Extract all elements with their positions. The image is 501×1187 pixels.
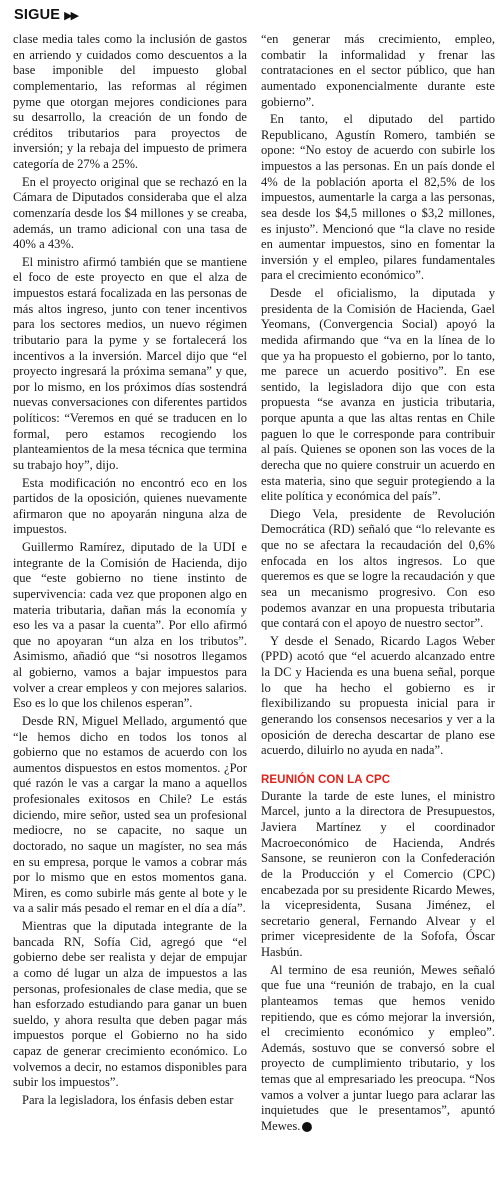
article-right-column (261, 32, 495, 1137)
paragraph: Mientras que la diputada integrante de la bancada RN, Sofía Cid, agregó que “el gobierno debe ser realista y dejar de empujar a como dé lugar un alza de impuestos a las personas, profesionales de clase media, que se han esforzado estudiando para ganar un buen sueldo, y ahora resulta que deben pagar más impuestos porque el Gobierno no ha sido capaz de generar crecimiento económico. Lo volvemos a decir, no estamos disponibles para subir los impuestos”. (13, 919, 247, 1090)
paragraph: clase media tales como la inclusión de gastos en arriendo y cuidados como descuentos a la base imponible del impuesto global complementario, las reformas al régimen pyme que otorgan mejores condiciones para su desarrollo, la creación de un fondo de créditos tributarios para proyectos de inversión; y la rebaja del impuesto de primera categoría de 27% a 25%. (13, 32, 247, 171)
paragraph: El ministro afirmó también que se mantiene el foco de este proyecto en que el alza de impuestos estará focalizada en las personas de más altos ingreso, junto con tener incentivos para los sectores medios, un nuevo régimen tributario para la pyme y se fortalecerá los incentivos a la inversión. Marcel dijo que “el proyecto ingresará la próxima semana” y que, por lo mismo, en los próximos días sostendrá nuevas conversaciones con diferentes partidos políticos: “Veremos en qué se traducen en lo formal, pero estamos recogiendo los planteamientos de la mesa técnica que termina su trabajo hoy”, dijo. (13, 254, 247, 472)
continuation-header (14, 5, 77, 25)
continuation-label: SIGUE (14, 7, 61, 23)
paragraph: Para la legisladora, los énfasis deben estar (22, 1092, 234, 1107)
paragraph: Y desde el Senado, Ricardo Lagos Weber (PPD) acotó que “el acuerdo alcanzado entre la DC y Hacienda es una buena señal, porque lo que ha hecho el gobierno es ir flexibilizando su propuesta inicial para ir generando los consensos necesarios y ver a la oposición de derecha descartar de plano ese acuerdo, diluirlo no ayuda en nada”. (261, 633, 495, 758)
paragraph: Diego Vela, presidente de Revolución Democrática (RD) señaló que “lo relevante es que no se afectara la recaudación del 0,6% enfocada en los altos ingresos. Lo que queremos es que se logre la recaudación y que sea un mecanismo progresivo. Con eso podemos avanzar en una propuesta tributaria que contará con el apoyo de nuestro sector”. (261, 506, 495, 631)
paragraph: En el proyecto original que se rechazó en la Cámara de Diputados consideraba que el alza comenzaría desde los $4 millones y se creaba, además, un tramo adicional con una tasa de 40% a 43%. (13, 174, 247, 252)
paragraph: En tanto, el diputado del partido Republicano, Agustín Romero, también se opone: “No estoy de acuerdo con subirle los impuestos a las personas. En un país donde el 4% de la población aporta el 82,5% de los impuestos, aumentarle la carga a las personas, sea desde los $4,5 millones o $3,2 millones, es injusto”. Mencionó que “la clave no reside en aumentar impuestos, sino en fomentar la inversión y el empleo, pilares fundamentales para el crecimiento económico”. (261, 112, 495, 283)
paragraph (261, 963, 495, 1135)
forward-arrows-icon: ▶▶ (64, 9, 78, 22)
paragraph-text: Al termino de esa reunión, Mewes señaló que fue una “reunión de trabajo, en la cual planteamos temas que hemos venido repitiendo, que es cómo mejorar la inversión, el crecimiento económico y empleo”. Además, sostuvo que se conversó sobre el proyecto de cumplimiento tributario, y los temas que al empresariado les preocupa. “Nos vamos a volver a juntar luego para aclarar las inquietudes que le presentamos”, apuntó Mewes. (261, 962, 495, 1133)
article-left-column (13, 32, 247, 1111)
paragraph: Guillermo Ramírez, diputado de la UDI e integrante de la Comisión de Hacienda, dijo que “este gobierno no tiene instinto de supervivencia: cada vez que proponen algo en materia tributaria, dañan más la economía y eso les va a pasar la cuenta”. Por ello afirmó que no apoyaran “un alza en los tributos”. Asimismo, añadió que “si nosotros llegamos al gobierno, vamos a bajar impuestos para volver a crear empleos y con mejores salarios. Eso es lo que los chilenos esperan”. (13, 540, 247, 711)
paragraph: Durante la tarde de este lunes, el ministro Marcel, junto a la directora de Presupuestos, Javiera Martínez y el coordinador Macroeconómico de Hacienda, Andrés Sansone, se reunieron con la Confederación de la Producción y el Comercio (CPC) encabezada por su presidente Ricardo Mewes, la vicepresidenta, Susana Jiménez, el secretario general, Fernando Alvear y el primer vicepresidente de la Sofofa, Óscar Hasbún. (261, 788, 495, 959)
paragraph: Desde el oficialismo, la diputada y presidenta de la Comisión de Hacienda, Gael Yeomans, (Convergencia Social) apoyó la medida afirmando que “va en la línea de lo que ya ha propuesto el gobierno, por lo tanto, me parece un acuerdo positivo”. En ese sentido, la legisladora dijo que con esta propuesta “se avanza en justicia tributaria, porque apunta a que las altas rentas en Chile paguen lo que le corresponde para contribuir al país. Quienes se oponen son las voces de la derecha que no quiere construir un acuerdo en esta materia, sino que seguir protegiendo a la elite política y económica del país”. (261, 286, 495, 504)
end-of-article-icon: ✪ (302, 1122, 312, 1132)
paragraph: Esta modificación no encontró eco en los partidos de la oposición, quienes nuevamente afirmaron que no apoyarán ninguna alza de impuestos. (13, 475, 247, 537)
section-subheading: REUNIÓN CON LA CPC (261, 773, 391, 786)
paragraph: “en generar más crecimiento, empleo, combatir la informalidad y frenar las contrataciones en el sector público, que han aumentado exponencialmente durante este gobierno”. (261, 32, 495, 109)
paragraph: Desde RN, Miguel Mellado, argumentó que “le hemos dicho en todos los tonos al gobierno que no estamos de acuerdo con los aumentos dispuestos en estos momentos. ¿Por qué razón le vas a cargar la mano a aquellos profesionales exitosos en Chile? Le estás diciendo, mire señor, usted sea un profesional mediocre, no se capacite, no saque un doctorado, no saque un magíster, no sea más en su empresa, porque le vamos a cobrar más por lo mismo que en estos momentos gana. Miren, es como subirle más gente al bote y le va a salir más pesado el remar en el día a día”. (13, 713, 247, 916)
